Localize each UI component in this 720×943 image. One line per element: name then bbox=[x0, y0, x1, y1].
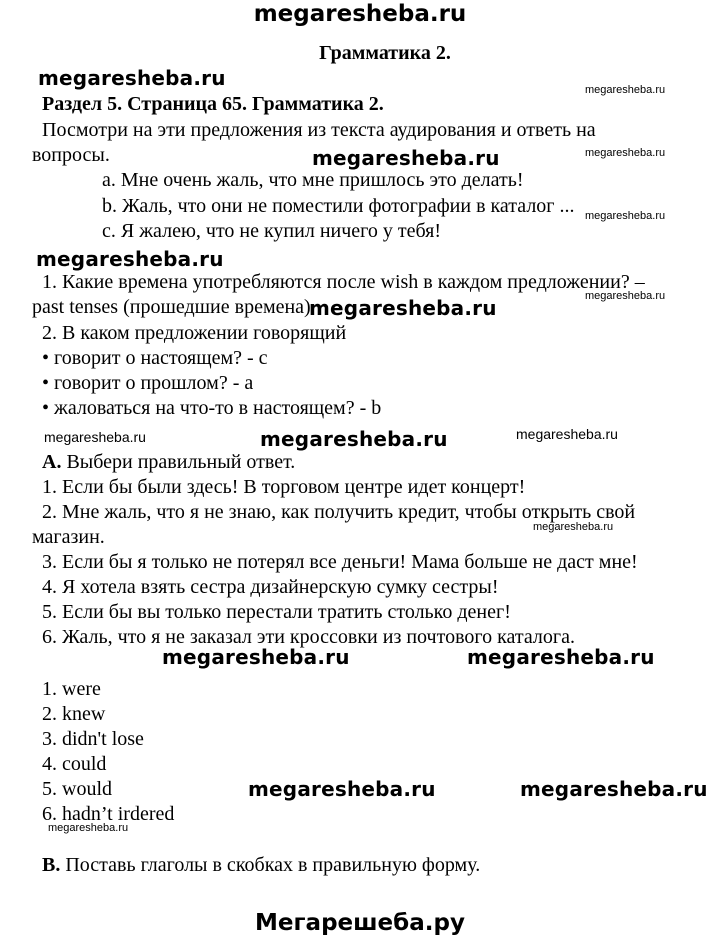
watermark: megaresheba.ru bbox=[162, 645, 350, 669]
example-sentence: c. Я жалею, что не купил ничего у тебя! bbox=[102, 220, 442, 242]
question-1-answer: past tenses (прошедшие времена) bbox=[32, 296, 311, 318]
watermark: megaresheba.ru bbox=[309, 296, 497, 320]
intro-text: Посмотри на эти предложения из текста аудирования и ответь на bbox=[42, 119, 596, 141]
answer-item: 6. hadn’t irdered bbox=[42, 803, 175, 825]
answer-item: 5. would bbox=[42, 778, 112, 800]
answer-item: 3. didn't lose bbox=[42, 728, 144, 750]
list-item: магазин. bbox=[32, 526, 105, 548]
list-item: 1. Если бы были здесь! В торговом центре идет концерт! bbox=[42, 476, 526, 498]
task-b-instruction: Поставь глаголы в скобках в правильную форму. bbox=[60, 854, 481, 876]
watermark: megaresheba.ru bbox=[585, 210, 666, 222]
watermark: megaresheba.ru bbox=[248, 777, 436, 801]
answer-item: 4. could bbox=[42, 753, 107, 775]
watermark: megaresheba.ru bbox=[38, 66, 226, 90]
list-item: 4. Я хотела взять сестра дизайнерскую сумку сестры! bbox=[42, 576, 499, 598]
list-item: • говорит о прошлом? - a bbox=[42, 372, 254, 394]
list-item: 6. Жаль, что я не заказал эти кроссовки из почтового каталога. bbox=[42, 626, 575, 648]
example-sentence: a. Мне очень жаль, что мне пришлось это делать! bbox=[102, 169, 524, 191]
task-a-letter: A. bbox=[42, 451, 62, 473]
site-header: megaresheba.ru bbox=[253, 1, 467, 27]
watermark: megaresheba.ru bbox=[585, 290, 666, 302]
section-heading: Раздел 5. Страница 65. Грамматика 2. bbox=[42, 93, 384, 115]
watermark: megaresheba.ru bbox=[516, 426, 618, 442]
page-title: Грамматика 2. bbox=[319, 42, 451, 64]
list-item: • жаловаться на что-то в настоящем? - b bbox=[42, 397, 382, 419]
watermark: megaresheba.ru bbox=[312, 146, 500, 170]
task-b-letter: B. bbox=[42, 854, 61, 876]
watermark: megaresheba.ru bbox=[260, 427, 448, 451]
list-item: 3. Если бы я только не потерял все деньги! Мама больше не даст мне! bbox=[42, 551, 638, 573]
question-1: 1. Какие времена употребляются после wish в каждом предложении? – bbox=[42, 271, 645, 293]
watermark: megaresheba.ru bbox=[48, 822, 129, 834]
list-item: 2. Мне жаль, что я не знаю, как получить кредит, чтобы открыть свой bbox=[42, 501, 636, 523]
site-footer: Мегарешеба.ру bbox=[255, 910, 465, 936]
watermark: megaresheba.ru bbox=[467, 645, 655, 669]
task-a-heading bbox=[42, 450, 295, 475]
watermark: megaresheba.ru bbox=[36, 247, 224, 271]
task-b-heading bbox=[42, 853, 480, 878]
list-item: • говорит о настоящем? - c bbox=[42, 347, 268, 369]
intro-text: вопросы. bbox=[32, 144, 110, 166]
watermark: megaresheba.ru bbox=[585, 84, 666, 96]
watermark: megaresheba.ru bbox=[44, 429, 146, 445]
task-a-instruction: Выбери правильный ответ. bbox=[61, 451, 296, 473]
watermark: megaresheba.ru bbox=[533, 521, 614, 533]
watermark: megaresheba.ru bbox=[520, 777, 708, 801]
watermark: megaresheba.ru bbox=[585, 147, 666, 159]
question-2: 2. В каком предложении говорящий bbox=[42, 322, 347, 344]
example-sentence: b. Жаль, что они не поместили фотографии в каталог ... bbox=[102, 195, 575, 217]
answer-item: 2. knew bbox=[42, 703, 106, 725]
list-item: 5. Если бы вы только перестали тратить столько денег! bbox=[42, 601, 511, 623]
answer-item: 1. were bbox=[42, 678, 101, 700]
